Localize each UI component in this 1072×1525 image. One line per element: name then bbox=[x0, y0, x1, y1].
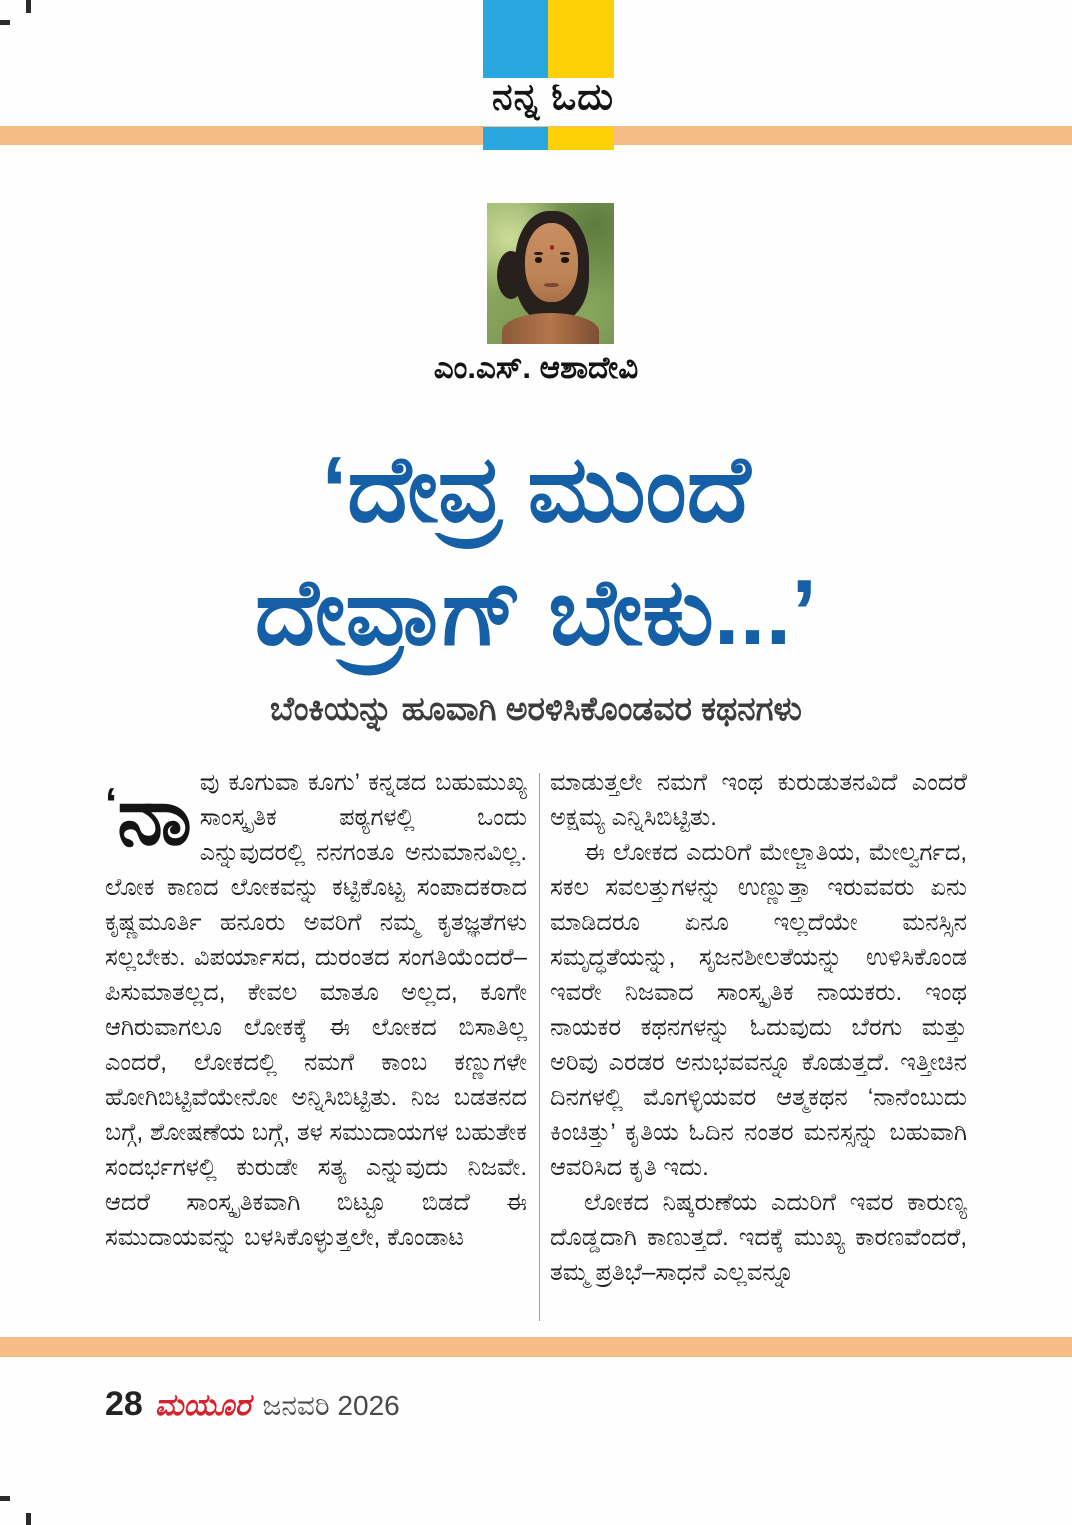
section-title: ನನ್ನ ಓದು bbox=[492, 76, 614, 117]
drop-cap-quote: ‘ bbox=[105, 779, 118, 828]
headline-line-1: ‘ದೇವ್ರ ಮುಂದೆ bbox=[321, 437, 751, 541]
body-paragraph: ಈ ಲೋಕದ ಎದುರಿಗೆ ಮೇಲ್ಜಾತಿಯ, ಮೇಲ್ವರ್ಗದ, ಸಕಲ ಸವಲತ್ತುಗಳನ್ನು ಉಣ್ಣುತ್ತಾ ಇರುವವರು ಏನು ಮಾಡಿದರೂ ಏನೂ ಇಲ್ಲದೆಯೇ ಮನಸ್ಸಿನ ಸಮೃದ್ಧತೆಯನ್ನು, ಸೃಜನಶೀಲತೆಯನ್ನು ಉಳಿಸಿಕೊಂಡ ಇವರೇ ನಿಜವಾದ ಸಾಂಸ್ಕೃತಿಕ ನಾಯಕರು. ಇಂಥ ನಾಯಕರ ಕಥನಗಳನ್ನು ಓದುವುದು ಬೆರಗು ಮತ್ತು ಅರಿವು ಎರಡರ ಅನುಭವವನ್ನೂ ಕೊಡುತ್ತದೆ. ಇತ್ತೀಚಿನ ದಿನಗಳಲ್ಲಿ ಮೊಗಳ್ಳಿಯವರ ಆತ್ಮಕಥನ ‘ನಾನೆಂಬುದು ಕಿಂಚಿತ್ತು’ ಕೃತಿಯ ಓದಿನ ನಂತರ ಮನಸ್ಸನ್ನು ಬಹುವಾಗಿ ಆವರಿಸಿದ ಕೃತಿ ಇದು. bbox=[550, 839, 967, 1181]
author-photo-torso bbox=[502, 313, 599, 344]
author-photo bbox=[487, 203, 614, 344]
header-flag-blue-bar bbox=[483, 0, 548, 78]
author-photo-eyebrow bbox=[534, 252, 544, 255]
author-photo-mouth bbox=[544, 283, 559, 288]
body-column-left bbox=[105, 765, 527, 1325]
page-number: 28 bbox=[105, 1385, 143, 1423]
author-photo-face bbox=[525, 223, 578, 302]
author-photo-eye bbox=[535, 257, 542, 263]
article-subtitle: ಬೆಂಕಿಯನ್ನು ಹೂವಾಗಿ ಅರಳಿಸಿಕೊಂಡವರ ಕಥನಗಳು bbox=[270, 690, 802, 727]
column-divider bbox=[539, 773, 540, 1321]
header-flag-blue-tab bbox=[483, 127, 548, 150]
magazine-logo: ಮಯೂರ bbox=[154, 1389, 251, 1422]
body-paragraph-text: ವು ಕೂಗುವಾ ಕೂಗು’ ಕನ್ನಡದ ಬಹುಮುಖ್ಯ ಸಾಂಸ್ಕೃತಿಕ ಪಠ್ಯಗಳಲ್ಲಿ ಒಂದು ಎನ್ನುವುದರಲ್ಲಿ ನನಗಂತೂ ಅನುಮಾನವಿಲ್ಲ. ಲೋಕ ಕಾಣದ ಲೋಕವನ್ನು ಕಟ್ಟಿಕೊಟ್ಟ ಸಂಪಾದಕರಾದ ಕೃಷ್ಣಮೂರ್ತಿ ಹನೂರು ಅವರಿಗೆ ನಮ್ಮ ಕೃತಜ್ಞತೆಗಳು ಸಲ್ಲಬೇಕು. ವಿಪರ್ಯಾಸದ, ದುರಂತದ ಸಂಗತಿಯೆಂದರೆ– ಪಿಸುಮಾತಲ್ಲದ, ಕೇವಲ ಮಾತೂ ಅಲ್ಲದ, ಕೂಗೇ ಆಗಿರುವಾಗಲೂ ಲೋಕಕ್ಕೆ ಈ ಲೋಕದ ಬಿಸಾತಿಲ್ಲ ಎಂದರೆ, ಲೋಕದಲ್ಲಿ ನಮಗೆ ಕಾಂಬ ಕಣ್ಣುಗಳೇ ಹೋಗಿಬಿಟ್ಟಿವೆಯೇನೋ ಅನ್ನಿಸಿಬಿಟ್ಟಿತು. ನಿಜ ಬಡತನದ ಬಗ್ಗೆ, ಶೋಷಣೆಯ ಬಗ್ಗೆ, ತಳ ಸಮುದಾಯಗಳ ಬಹುತೇಕ ಸಂದರ್ಭಗಳಲ್ಲಿ ಕುರುಡೇ ಸತ್ಯ ಎನ್ನುವುದು ನಿಜವೇ. ಆದರೆ ಸಾಂಸ್ಕೃತಿಕವಾಗಿ ಬಿಟ್ಟೂ ಬಿಡದೆ ಈ ಸಮುದಾಯವನ್ನು ಬಳಸಿಕೊಳ್ಳುತ್ತಲೇ, ಕೊಂಡಾಟ bbox=[105, 769, 527, 1251]
drop-cap-letter: ನಾ bbox=[117, 771, 192, 862]
bottom-orange-band bbox=[0, 1337, 1072, 1357]
headline-line-2: ದೇವ್ರಾಗ್ ಬೇಕು...’ bbox=[254, 560, 818, 664]
header-flag-yellow-bar bbox=[548, 0, 614, 78]
page-footer bbox=[105, 1385, 705, 1424]
author-photo-hair-bun bbox=[497, 251, 525, 299]
issue-date: ಜನವರಿ 2026 bbox=[262, 1390, 400, 1421]
crop-mark-top-vertical bbox=[26, 0, 31, 13]
article-headline bbox=[36, 428, 1036, 674]
author-photo-eyebrow bbox=[560, 252, 570, 255]
crop-mark-bottom-horizontal bbox=[0, 1496, 10, 1501]
drop-cap bbox=[105, 765, 200, 862]
crop-mark-top-horizontal bbox=[0, 20, 10, 25]
author-photo-bindi bbox=[550, 245, 554, 251]
body-paragraph: ಲೋಕದ ನಿಷ್ಕರುಣೆಯ ಎದುರಿಗೆ ಇವರ ಕಾರುಣ್ಯ ದೊಡ್ಡದಾಗಿ ಕಾಣುತ್ತದೆ. ಇದಕ್ಕೆ ಮುಖ್ಯ ಕಾರಣವೆಂದರೆ, ತಮ್ಮ ಪ್ರತಿಭೆ–ಸಾಧನೆ ಎಲ್ಲವನ್ನೂ bbox=[550, 1189, 967, 1286]
body-column-right bbox=[550, 765, 967, 1325]
author-name: ಎಂ.ಎಸ್. ಆಶಾದೇವಿ bbox=[433, 350, 639, 385]
header-flag-yellow-tab bbox=[548, 127, 614, 150]
body-paragraph bbox=[105, 765, 527, 1255]
crop-mark-bottom-vertical bbox=[26, 1513, 31, 1525]
author-photo-eye bbox=[561, 257, 568, 263]
body-paragraph: ಮಾಡುತ್ತಲೇ ನಮಗೆ ಇಂಥ ಕುರುಡುತನವಿದೆ ಎಂದರೆ ಅಕ್ಷಮ್ಯ ಎನ್ನಿಸಿಬಿಟ್ಟಿತು. bbox=[550, 769, 967, 831]
article-body bbox=[105, 765, 967, 1325]
